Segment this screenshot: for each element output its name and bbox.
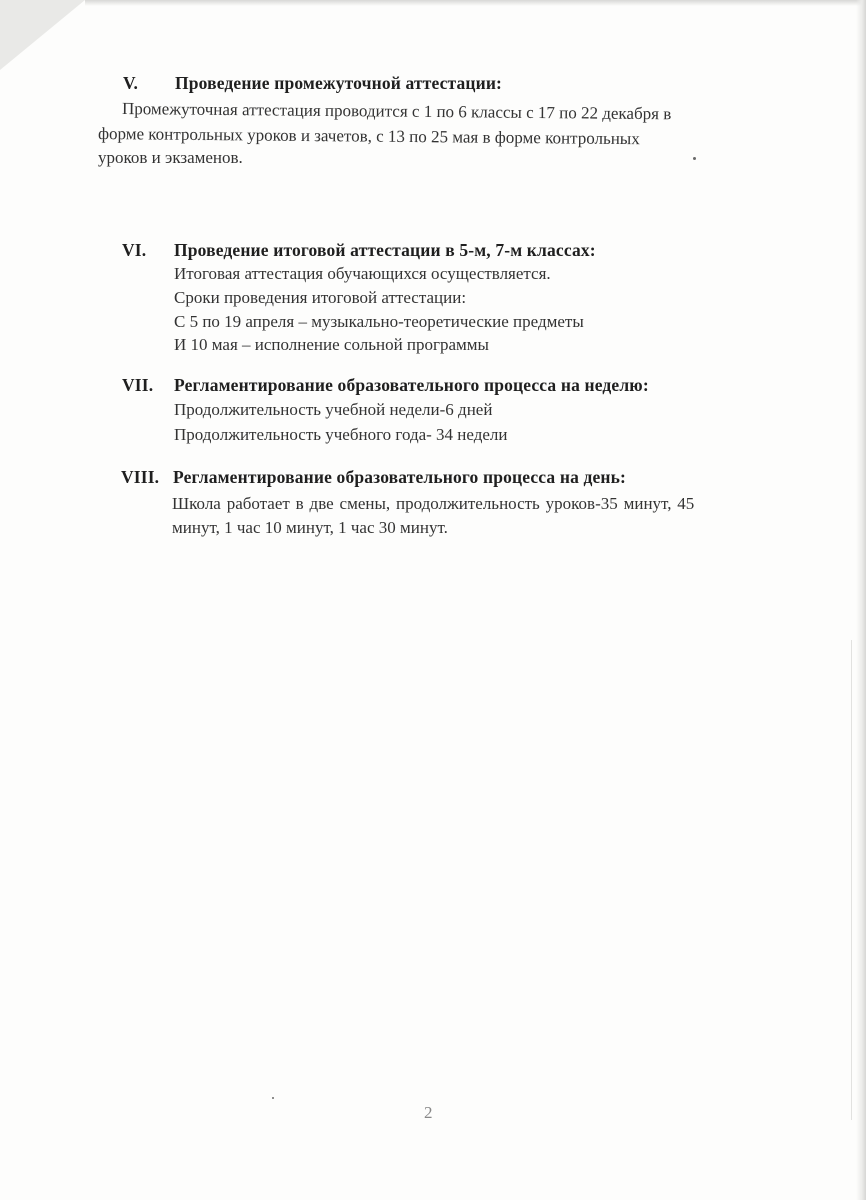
section-v-heading — [123, 73, 502, 94]
section-number: VI. — [122, 240, 147, 260]
section-viii-heading — [121, 467, 626, 488]
section-vi-line-2: Сроки проведения итоговой аттестации: — [174, 288, 467, 307]
section-title: Регламентирование образовательного процесса на неделю: — [174, 375, 649, 395]
section-v-line-1: Промежуточная аттестация проводится с 1 по 6 классы с 17 по 22 декабря в — [121, 99, 672, 124]
section-vii-line-1: Продолжительность учебной недели-6 дней — [174, 400, 493, 419]
right-edge-line — [851, 640, 852, 1120]
top-edge-shadow — [85, 0, 866, 6]
section-number: VII. — [122, 375, 154, 395]
section-viii-line-1: Школа работает в две смены, продолжительность уроков-35 минут, 45 — [172, 494, 695, 513]
section-number: V. — [123, 73, 139, 93]
scan-speck — [272, 1097, 274, 1099]
section-vi-heading — [122, 240, 596, 261]
section-vii-line-2: Продолжительность учебного года- 34 недели — [174, 425, 508, 444]
section-title: Регламентирование образовательного процесса на день: — [173, 467, 627, 487]
folded-corner — [0, 0, 85, 70]
section-number: VIII. — [121, 467, 160, 487]
section-vii-heading — [122, 375, 649, 396]
section-vi-line-1: Итоговая аттестация обучающихся осуществляется. — [174, 264, 551, 283]
section-vi-line-3: С 5 по 19 апреля – музыкально-теоретические предметы — [174, 312, 584, 331]
section-vi-line-4: И 10 мая – исполнение сольной программы — [174, 335, 489, 354]
section-v-line-2: форме контрольных уроков и зачетов, с 13 по 25 мая в форме контрольных — [97, 124, 640, 149]
section-title: Проведение промежуточной аттестации: — [175, 73, 503, 93]
scan-speck — [693, 157, 696, 160]
right-edge-shadow — [856, 0, 866, 1200]
section-v-line-3: уроков и экзаменов. — [98, 148, 243, 167]
section-viii-line-2: минут, 1 час 10 минут, 1 час 30 минут. — [172, 518, 448, 537]
section-title: Проведение итоговой аттестации в 5-м, 7-м классах: — [174, 240, 596, 260]
page-number: 2 — [424, 1103, 433, 1122]
